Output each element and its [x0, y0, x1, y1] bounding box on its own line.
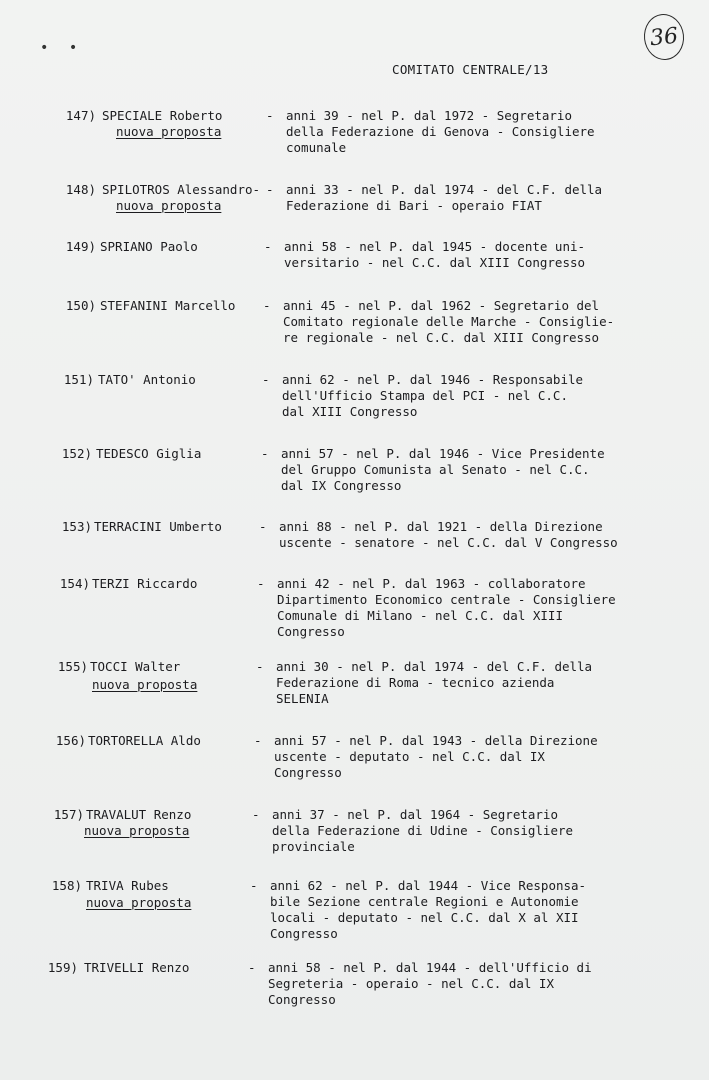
entry-description: - anni 45 - nel P. dal 1962 - Segretario del Comitato regionale delle Marche - Consiglie- re regionale - nel C.C. dal XIII Congresso: [283, 298, 614, 346]
entry-name: TOCCI Walter: [90, 659, 181, 674]
entry-description: - anni 88 - nel P. dal 1921 - della Direzione uscente - senatore - nel C.C. dal V Congresso: [279, 519, 618, 551]
entry-number: 158): [51, 878, 82, 893]
entry-description: - anni 33 - nel P. dal 1974 - del C.F. della Federazione di Bari - operaio FIAT: [286, 182, 602, 214]
entry-number: 147): [65, 108, 96, 123]
entry-description: - anni 62 - nel P. dal 1946 - Responsabile dell'Ufficio Stampa del PCI - nel C.C. dal XIII Congresso: [282, 372, 583, 420]
entry-name: SPRIANO Paolo: [100, 239, 198, 254]
entry-number: 151): [63, 372, 94, 387]
document-header: COMITATO CENTRALE/13: [392, 62, 549, 77]
corner-marks: • •: [40, 40, 84, 56]
entry-name: TRIVELLI Renzo: [84, 960, 190, 975]
entry-number: 156): [55, 733, 86, 748]
entry-name: TATO' Antonio: [98, 372, 196, 387]
entry-proposal: nuova proposta: [116, 198, 222, 213]
entry-name: TRAVALUT Renzo: [86, 807, 192, 822]
entry-name: SPILOTROS Alessandro-: [102, 182, 261, 197]
entry-description: - anni 57 - nel P. dal 1946 - Vice Presidente del Gruppo Comunista al Senato - nel C.C. dal IX Congresso: [281, 446, 605, 494]
entry-number: 149): [65, 239, 96, 254]
entry-name: STEFANINI Marcello: [100, 298, 236, 313]
entry-name: TRIVA Rubes: [86, 878, 169, 893]
entry-description: - anni 39 - nel P. dal 1972 - Segretario della Federazione di Genova - Consigliere comunale: [286, 108, 595, 156]
entry-number: 150): [65, 298, 96, 313]
entry-description: - anni 42 - nel P. dal 1963 - collaboratore Dipartimento Economico centrale - Consigliere Comunale di Milano - nel C.C. dal XIII Congresso: [277, 576, 616, 640]
entry-name: TEDESCO Giglia: [96, 446, 202, 461]
entry-number: 154): [59, 576, 90, 591]
entry-description: - anni 37 - nel P. dal 1964 - Segretario della Federazione di Udine - Consigliere provinciale: [272, 807, 573, 855]
entry-description: - anni 57 - nel P. dal 1943 - della Direzione uscente - deputato - nel C.C. dal IX Congresso: [274, 733, 598, 781]
entry-description: - anni 62 - nel P. dal 1944 - Vice Responsa- bile Sezione centrale Regioni e Autonomie locali - deputato - nel C.C. dal X al XII Congresso: [270, 878, 586, 942]
handwritten-page-number: [642, 12, 687, 62]
entry-name: TERZI Riccardo: [92, 576, 198, 591]
entry-name: TORTORELLA Aldo: [88, 733, 201, 748]
entry-number: 152): [61, 446, 92, 461]
entry-number: 155): [57, 659, 88, 674]
entry-name: TERRACINI Umberto: [94, 519, 222, 534]
entry-proposal: nuova proposta: [84, 823, 190, 838]
entry-description: - anni 58 - nel P. dal 1944 - dell'Ufficio di Segreteria - operaio - nel C.C. dal IX Congresso: [268, 960, 592, 1008]
entry-number: 153): [61, 519, 92, 534]
entry-proposal: nuova proposta: [92, 677, 198, 692]
entry-number: 159): [47, 960, 78, 975]
entry-name: SPECIALE Roberto: [102, 108, 223, 123]
entry-description: - anni 58 - nel P. dal 1945 - docente uni- versitario - nel C.C. dal XIII Congresso: [284, 239, 585, 271]
entry-proposal: nuova proposta: [86, 895, 192, 910]
page-number-value: 36: [648, 23, 680, 51]
entry-number: 157): [53, 807, 84, 822]
entry-number: 148): [65, 182, 96, 197]
entry-description: - anni 30 - nel P. dal 1974 - del C.F. della Federazione di Roma - tecnico azienda SELENIA: [276, 659, 592, 707]
entry-proposal: nuova proposta: [116, 124, 222, 139]
